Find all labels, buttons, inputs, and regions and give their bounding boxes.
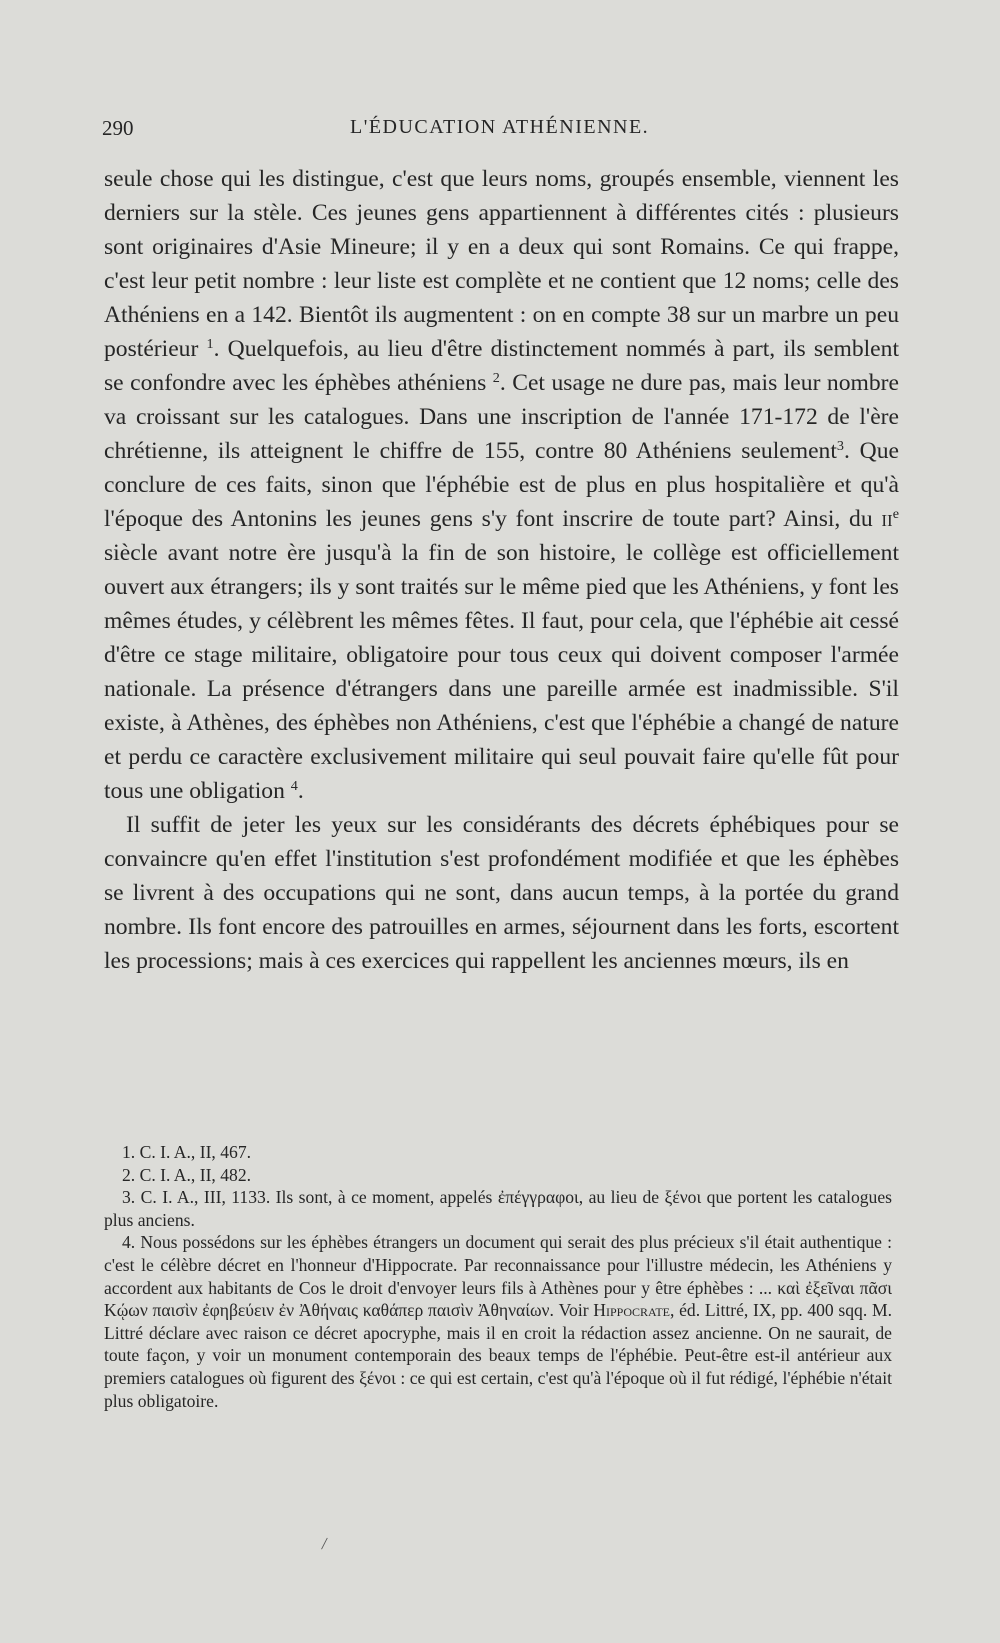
author-name: Hippocrate xyxy=(593,1300,671,1321)
text-run: . xyxy=(297,778,304,804)
text-run: seule chose qui les distingue, c'est que leurs noms, groupés ensemble, viennent les derniers sur la stèle. Ces jeunes gens appartiennent à différentes cités : plusieurs sont originaires d'Asie Mineure; il y en a deux qui sont Romains. Ce qui frappe, c'est leur petit nombre : leur liste est complète et ne contient que 12 noms; celle des Athéniens en a 142. Bientôt ils augmentent : on en compte 38 sur un marbre un peu postérieur xyxy=(104,166,899,362)
greek-text: ἐπέγγραφοι xyxy=(497,1187,579,1208)
greek-text: ξένοι xyxy=(664,1187,702,1208)
paragraph xyxy=(104,162,899,808)
footnote-1: 1. C. I. A., II, 467. xyxy=(122,1142,252,1162)
century-superscript: e xyxy=(892,506,899,523)
text-run: , au lieu de xyxy=(578,1187,665,1208)
footnote-ref: 1 xyxy=(206,336,214,353)
footnote-2: 2. C. I. A., II, 482. xyxy=(122,1164,252,1185)
footnote-ref: 2 xyxy=(492,370,500,387)
century-numeral: ii xyxy=(881,506,893,532)
text-run: 4. Nous possédons sur les éphèbes étrangers un document qui serait des plus précieux s'il était authentique : c'est le célèbre décret en l'honneur d'Hippocrate. Par reconnaissance pour l'illustre médecin, les Athéniens y accordent aux habitants de Cos le droit d'envoyer leurs fils à Athènes pour y être éphèbes : ... xyxy=(104,1232,892,1298)
body-text xyxy=(104,162,899,978)
text-run: . Que conclure de ces faits, sinon que l'éphébie est de plus en plus hospitalière et qu'à l'époque des Antonins les jeunes gens s'y font inscrire de toute part? Ainsi, du xyxy=(104,438,899,532)
text-run: . Cet usage ne dure pas, mais leur nombre va croissant sur les catalogues. Dans une inscription de l'année 171-172 de l'ère chrétienne, ils atteignent le chiffre de 155, contre 80 Athéniens seulement xyxy=(104,370,899,464)
footnote-ref: 3 xyxy=(836,438,844,455)
text-run: . Quelquefois, au lieu d'être distinctement nommés à part, ils semblent se confondre avec les éphèbes athéniens xyxy=(104,336,899,396)
pencil-mark: / xyxy=(320,1533,329,1554)
text-run: . Voir xyxy=(549,1300,594,1321)
greek-text: ξένοι xyxy=(359,1367,396,1388)
page-number: 290 xyxy=(102,116,134,140)
text-run: que portent les catalogues plus anciens. xyxy=(104,1187,893,1230)
footnote-3 xyxy=(104,1186,892,1231)
footnotes xyxy=(104,1141,892,1412)
footnote-ref: 4 xyxy=(290,778,298,795)
paragraph: Il suffit de jeter les yeux sur les considérants des décrets éphébiques pour se convaincre qu'en effet l'institution s'est profondément modifiée et que les éphèbes se livrent à des occupations qui ne sont, dans aucun temps, à la portée du grand nombre. Ils font encore des patrouilles en armes, séjournent dans les forts, escortent les processions; mais à ces exercices qui rappellent les anciennes mœurs, ils en xyxy=(104,812,899,974)
text-run: , éd. Littré, IX, pp. 400 sqq. M. Littré déclare avec raison ce décret apocryphe, mais il en croit la rédaction assez ancienne. On ne saurait, de toute façon, y voir un monument contemporain des beaux temps de l'éphébie. Peut-être est-il antérieur aux premiers catalogues où figurent des xyxy=(104,1300,892,1388)
footnote-4 xyxy=(104,1231,892,1412)
greek-text: καὶ ἐξεῖναι πᾶσι Κῴων παισὶν ἐφηβεύειν ἐν Ἀθήναις καθάπερ παισὶν Ἀθηναίων xyxy=(104,1277,892,1321)
page-header xyxy=(102,116,902,142)
text-run: siècle avant notre ère jusqu'à la fin de son histoire, le collège est officiellement ouvert aux étrangers; ils y sont traités sur le même pied que les Athéniens, y font les mêmes études, y célèbrent les mêmes fêtes. Il faut, pour cela, que l'éphébie ait cessé d'être ce stage militaire, obligatoire pour tous ceux qui doivent composer l'armée nationale. La présence d'étrangers dans une pareille armée est inadmissible. S'il existe, à Athènes, des éphèbes non Athéniens, c'est que l'éphébie a changé de nature et perdu ce caractère exclusivement militaire qui seul pouvait faire qu'elle fût pour tous une obligation xyxy=(104,540,899,804)
running-title: L'ÉDUCATION ATHÉNIENNE. xyxy=(350,116,650,138)
text-run: : ce qui est certain, c'est qu'à l'époque où il fut rédigé, l'éphébie n'était plus obligatoire. xyxy=(104,1367,892,1411)
text-run: 3. C. I. A., III, 1133. Ils sont, à ce moment, appelés xyxy=(122,1187,498,1208)
